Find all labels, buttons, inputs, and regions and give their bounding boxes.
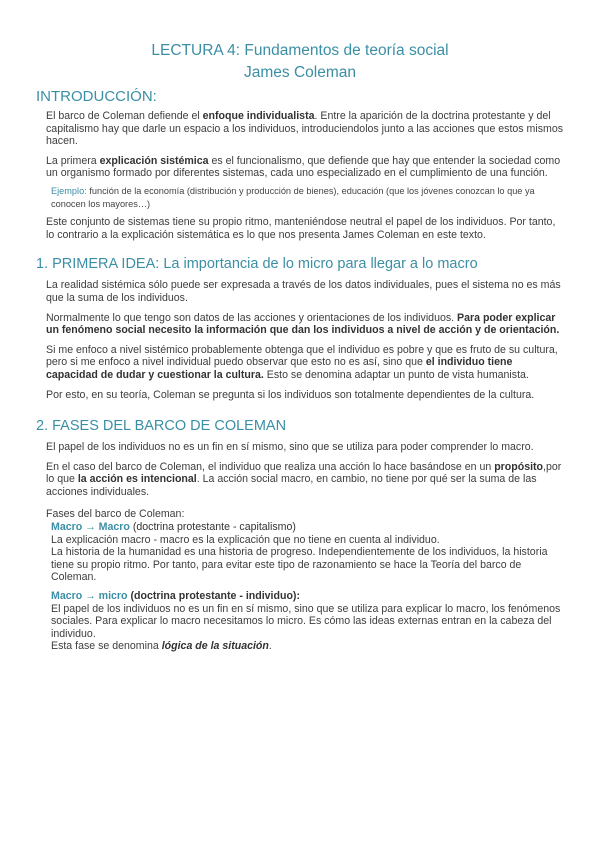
phase-1-title: Macro → Macro	[51, 521, 130, 534]
section-1-heading: 1. PRIMERA IDEA: La importancia de lo micro para llegar a lo macro	[36, 256, 478, 273]
keyword-accion-intencional: la acción es intencional	[77, 473, 197, 486]
keyword-capacidad-dudar: el individuo tiene capacidad de dudar y cuestionar la cultura.	[46, 356, 513, 381]
phase-2-line-1: El papel de los individuos no es un fin en sí mismo, sino que se utiliza para explicar lo macro, los fenómenos sociales. Para explicar lo macro necesitamos lo micro. Es cómo las ideas externas entran en la cabeza del individuo.	[51, 602, 561, 640]
phase-2-subtitle: (doctrina protestante - individuo):	[127, 590, 300, 603]
phase-macro-micro	[36, 590, 564, 653]
keyword-logica-situacion: lógica de la situación	[161, 640, 269, 653]
document-author: James Coleman	[244, 64, 356, 81]
section-1-paragraph-1: La realidad sistémica sólo puede ser expresada a través de los datos individuales, pues el sistema no es más que la suma de los individuos.	[46, 279, 561, 304]
keyword-proposito: propósito	[494, 460, 544, 473]
phase-macro-macro	[36, 521, 564, 584]
section-1-paragraph-4: Por esto, en su teoría, Coleman se pregunta si los individuos son totalmente dependientes de la cultura.	[46, 388, 535, 401]
intro-example: Ejemplo: función de la economía (distribución y producción de bienes), educación (que los jóvenes conozcan lo que ya conocen los mayores…)	[51, 185, 535, 209]
keyword-fenomeno-social: Para poder explicar un fenómeno social necesito la información que dan los individuos a nivel de acción y de orientación.	[46, 311, 560, 337]
document-title: LECTURA 4: Fundamentos de teoría social	[151, 42, 449, 59]
intro-paragraph-3: Este conjunto de sistemas tiene su propio ritmo, manteniéndose neutral el papel de los individuos. Por tanto, lo contrario a la explicación sistemática es lo que nos presenta James Coleman en este texto.	[46, 216, 556, 241]
intro-heading: INTRODUCCIÓN:	[36, 88, 157, 105]
keyword-explicacion-sistemica: explicación sistémica	[99, 154, 209, 167]
phase-1-line-1: La explicación macro - macro es la explicación que no tiene en cuenta al individuo.	[51, 533, 440, 546]
intro-paragraph-2: La primera explicación sistémica es el funcionalismo, que defiende que hay que entender la sociedad como un organismo formado por diferentes sistemas, cada uno especializado en el cumplimiento de una función.	[46, 154, 561, 180]
phase-2-title: Macro → micro	[51, 590, 128, 603]
section-2-heading: 2. FASES DEL BARCO DE COLEMAN	[36, 418, 287, 435]
phase-1-line-2: La historia de la humanidad es una historia de progreso. Independientemente de los individuos, la historia tiene su propio ritmo. Por tanto, para evitar este tipo de razonamiento se hace la Teoría del barco de Coleman.	[51, 546, 548, 584]
keyword-enfoque-individualista: enfoque individualista	[202, 110, 315, 122]
phases-intro: Fases del barco de Coleman:	[46, 508, 185, 521]
intro-paragraph-1: El barco de Coleman defiende el enfoque individualista. Entre la aparición de la doctrina protestante y del capitalismo hay que darle un espacio a los individuos, introduciendolos junto a las acciones que estos mismos hacen.	[46, 110, 564, 148]
section-1-paragraph-3: Si me enfoco a nivel sistémico probablemente obtenga que el individuo es pobre y que es fruto de su cultura, pero si me enfoco a nivel individual puedo observar que esto no es así, sino que el individuo tiene capacidad de dudar y cuestionar la cultura. Esto se denomina adaptar un punto de vista humanista.	[46, 343, 558, 381]
section-2-paragraph-1: El papel de los individuos no es un fin en sí mismo, sino que se utiliza para poder comprender lo macro.	[46, 441, 534, 454]
phase-1-subtitle: (doctrina protestante - capitalismo)	[129, 521, 296, 534]
phase-2-line-2: Esta fase se denomina lógica de la situación.	[51, 640, 272, 653]
section-1-paragraph-2: Normalmente lo que tengo son datos de las acciones y orientaciones de los individuos. Para poder explicar un fenómeno social necesito la información que dan los individuos a nivel de acción y de orientación.	[46, 311, 560, 337]
example-label: Ejemplo:	[51, 185, 87, 196]
section-2-paragraph-2: En el caso del barco de Coleman, el individuo que realiza una acción lo hace basándose en un propósito,por lo que la acción es intencional. La acción social macro, en cambio, no tiene por qué ser la suma de las acciones individuales.	[46, 460, 562, 498]
